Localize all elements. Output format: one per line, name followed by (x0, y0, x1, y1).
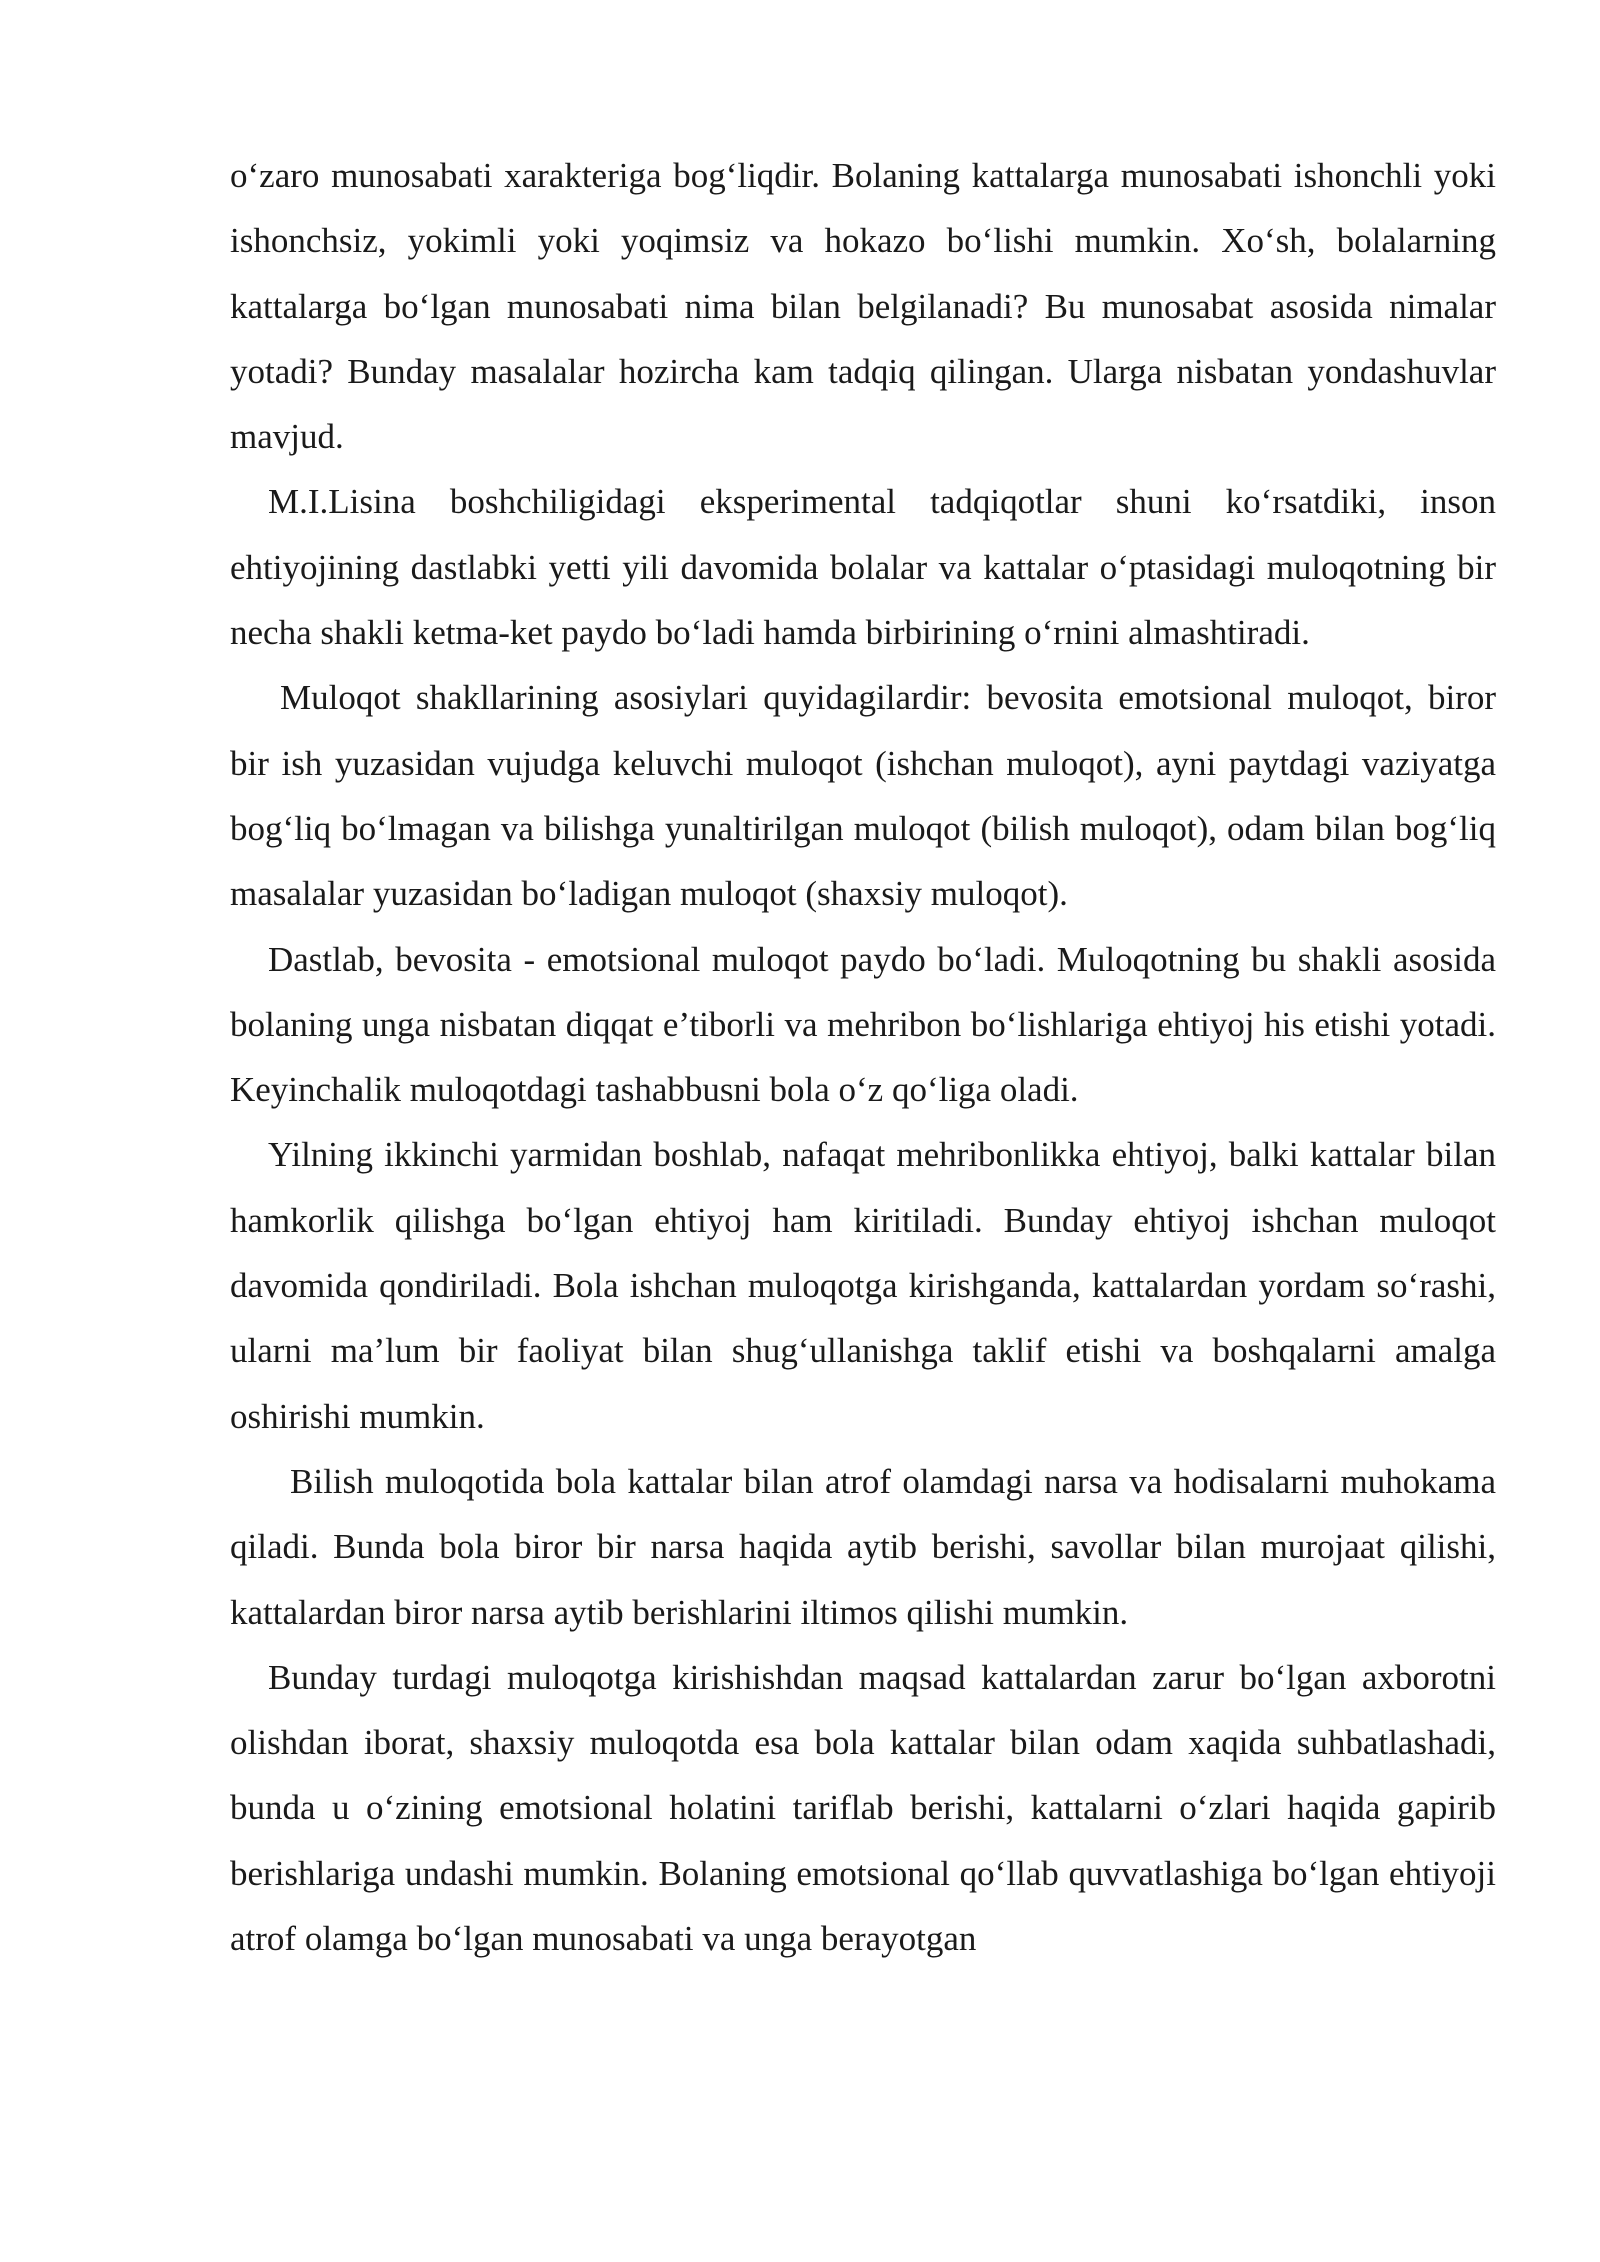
paragraph-5: Yilning ikkinchi yarmidan boshlab, nafaqat mehribonlikka ehtiyoj, balki kattalar bilan hamkorlik qilishga bo‘lgan ehtiyoj ham kiritiladi. Bunday ehtiyoj ishchan muloqot davomida qondiriladi. Bola ishchan muloqotga kirishganda, kattalardan yordam so‘rashi, ularni ma’lum bir faoliyat bilan shug‘ullanishga taklif etishi va boshqalarni amalga oshirishi mumkin. (230, 1135, 1496, 1436)
paragraph-1: o‘zaro munosabati xarakteriga bog‘liqdir. Bolaning kattalarga munosabati ishonchli yoki ishonchsiz, yokimli yoki yoqimsiz va hokazo bo‘lishi mumkin. Xo‘sh, bolalarning kattalarga bo‘lgan munosabati nima bilan belgilanadi? Bu munosabat asosida nimalar yotadi? Bunday masalalar hozircha kam tadqiq qilingan. Ularga nisbatan yondashuvlar mavjud. (230, 156, 1496, 457)
document-page (230, 143, 1496, 1971)
paragraph-2: M.I.Lisina boshchiligidagi eksperimental tadqiqotlar shuni ko‘rsatdiki, inson ehtiyojining dastlabki yetti yili davomida bolalar va kattalar o‘ptasidagi muloqotning bir necha shakli ketma-ket paydo bo‘ladi hamda birbirining o‘rnini almashtiradi. (230, 482, 1496, 653)
paragraph-4: Dastlab, bevosita - emotsional muloqot paydo bo‘ladi. Muloqotning bu shakli asosida bolaning unga nisbatan diqqat e’tiborli va mehribon bo‘lishlariga ehtiyoj his etishi yotadi. Keyinchalik muloqotdagi tashabbusni bola o‘z qo‘liga oladi. (230, 939, 1496, 1110)
paragraph-3: Muloqot shakllarining asosiylari quyidagilardir: bevosita emotsional muloqot, biror bir ish yuzasidan vujudga keluvchi muloqot (ishchan muloqot), ayni paytdagi vaziyatga bog‘liq bo‘lmagan va bilishga yunaltirilgan muloqot (bilish muloqot), odam bilan bog‘liq masalalar yuzasidan bo‘ladigan muloqot (shaxsiy muloqot). (230, 678, 1496, 914)
paragraph-7: Bunday turdagi muloqotga kirishishdan maqsad kattalardan zarur bo‘lgan axborotni olishdan iborat, shaxsiy muloqotda esa bola kattalar bilan odam xaqida suhbatlashadi, bunda u o‘zining emotsional holatini tariflab berishi, kattalarni o‘zlari haqida gapirib berishlariga undashi mumkin. Bolaning emotsional qo‘llab quvvatlashiga bo‘lgan ehtiyoji atrof olamga bo‘lgan munosabati va unga berayotgan (230, 1657, 1496, 1959)
paragraph-6: Bilish muloqotida bola kattalar bilan atrof olamdagi narsa va hodisalarni muhokama qiladi. Bunda bola biror bir narsa haqida aytib berishi, savollar bilan murojaat qilishi, kattalardan biror narsa aytib berishlarini iltimos qilishi mumkin. (230, 1461, 1496, 1632)
